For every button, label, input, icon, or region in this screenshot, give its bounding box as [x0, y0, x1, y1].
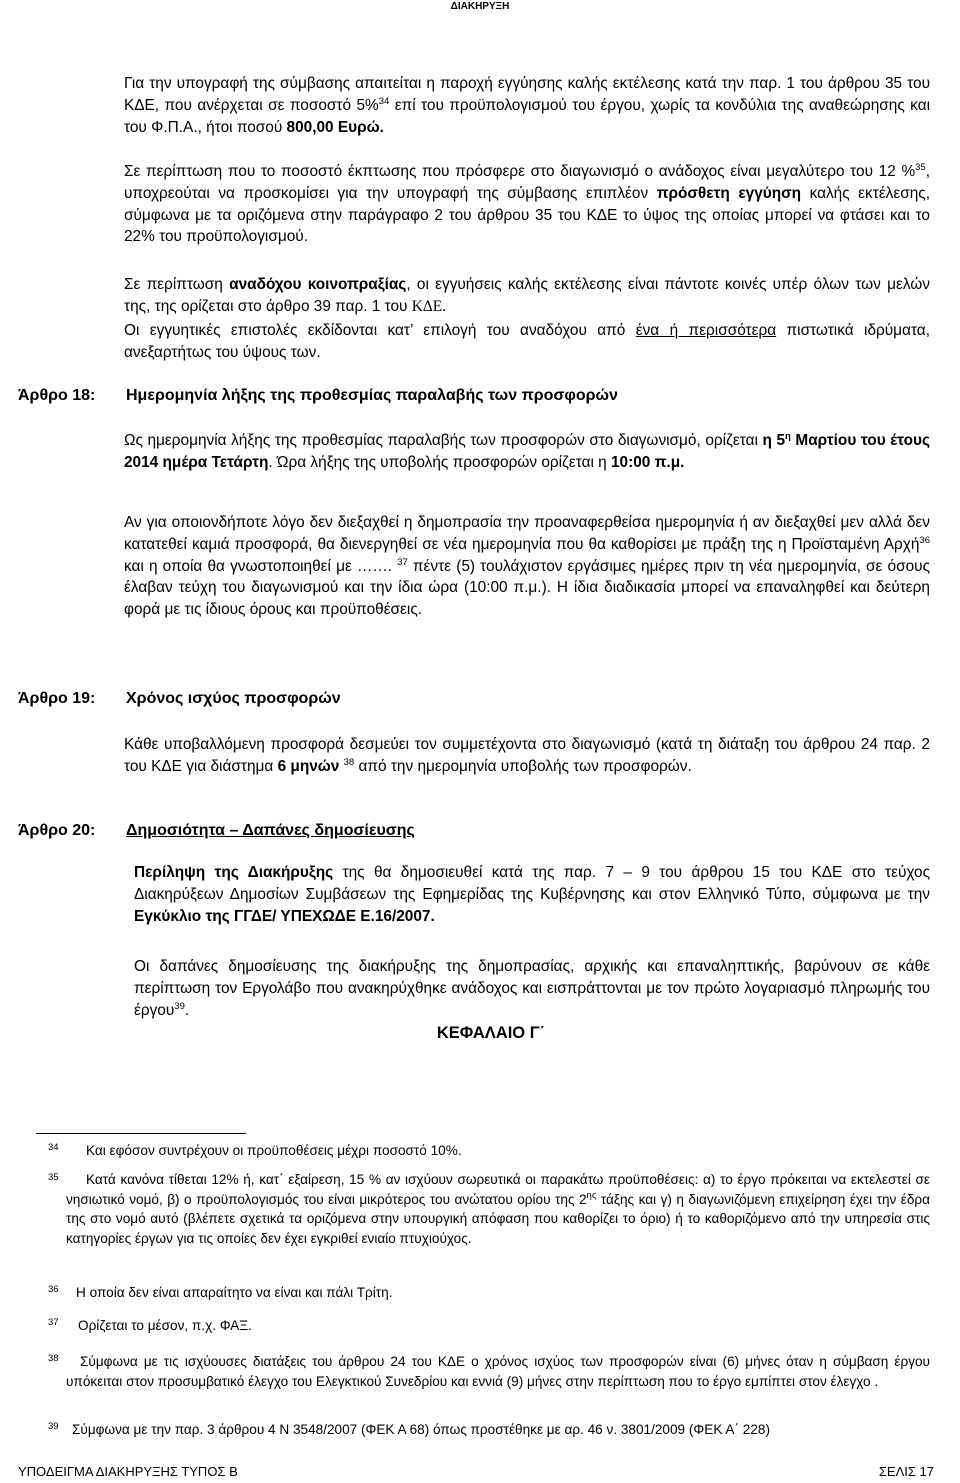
footnote-36: Η οποία δεν είναι απαραίτητο να είναι και πάλι Τρίτη.	[76, 1285, 393, 1300]
footnote-37: Ορίζεται το μέσον, π.χ. ΦΑΞ.	[78, 1318, 252, 1333]
footnote-ref-35[interactable]: 35	[915, 162, 926, 173]
article-18-title: Ημερομηνία λήξης της προθεσμίας παραλαβής των προσφορών	[126, 387, 618, 404]
article-19-label: Άρθρο 19:	[18, 690, 96, 707]
footer-page-number: ΣΕΛΙΣ 17	[878, 1464, 934, 1479]
consortium-paragraph: Σε περίπτωση αναδόχου κοινοπραξίας, οι εγγυήσεις καλής εκτέλεσης είναι πάντοτε κοινές υπέρ όλων των μελών της, της ορίζεται στο άρθρο 39 παρ. 1 του ΚΔΕ.	[124, 276, 931, 315]
footnote-35: Κατά κανόνα τίθεται 12% ή, κατ΄ εξαίρεση, 15 % αν ισχύουν σωρευτικά οι παρακάτω προϋποθέσεις: α) το έργο πρόκειται να εκτελεστεί σε νησιωτικό νομό, β) ο προϋπολογισμός του είναι μικρότερος του ανώτατου ορίου της $2^{\eta\varsigma}$ τάξης και γ) η διαγωνιζόμενη επιχείρηση έχει την έδρα της στο νομό αυτό (βλέπετε σχετικά τα οριζόμενα στην υπουργική απόφαση που καθορίζει το όριο) ή το καθοριζόμενο από την υπηρεσία στις κατηγορίες έργων για τις οποίες δεν έχει εγκριθεί ενιαίο πτυχιούχος.	[66, 1172, 930, 1246]
footnote-ref-39[interactable]: 39	[174, 1000, 185, 1012]
footnote-number: 35	[48, 1172, 59, 1183]
footnote-separator	[36, 1133, 246, 1134]
footnote-number: 37	[48, 1317, 59, 1328]
page-header: ΔΙΑΚΗΡΥΞΗ	[450, 1, 510, 12]
article-20-title: Δημοσιότητα – Δαπάνες δημοσίευσης	[126, 822, 415, 839]
article-20-label: Άρθρο 20:	[18, 822, 96, 839]
footnote-ref-37[interactable]: 37	[397, 556, 408, 568]
footnote-34: Και εφόσον συντρέχουν οι προϋποθέσεις μέχρι ποσοστό 10%.	[86, 1143, 462, 1158]
footnote-ref-34[interactable]: 34	[378, 95, 390, 107]
article-18-label: Άρθρο 18:	[18, 387, 96, 404]
footnote-ref-36[interactable]: 36	[919, 534, 930, 546]
deadline-paragraph: Ως ημερομηνία λήξης της προθεσμίας παραλαβής των προσφορών στο διαγωνισμό, ορίζεται η $5^\eta$ Μαρτίου του έτους 2014 ημέρα Τετάρτη. Ώρα λήξης της υποβολής προσφορών ορίζεται η 10:00 π.μ.	[124, 431, 930, 471]
additional-guarantee-paragraph: Σε περίπτωση που το ποσοστό έκπτωσης που πρόσφερε στο διαγωνισμό ο ανάδοχος είναι μεγαλύτερο του 12 %$^{35}$, υποχρεούται να προσκομίσει για την υπογραφή της σύμβασης επιπλέον πρόσθετη εγγύηση καλής εκτέλεσης, σύμφωνα με τα οριζόμενα στην παράγραφο 2 του άρθρου 35 του ΚΔΕ το ύψος της οποίας μπορεί να φτάσει και το 22% του προϋπολογισμού.	[124, 162, 930, 246]
publication-paragraph: Περίληψη της Διακήρυξης της θα δημοσιευθεί κατά της παρ. 7 – 9 του άρθρου 15 του ΚΔΕ στο τεύχος Διακηρύξεων Δημοσίων Συμβάσεων της Εφημερίδας της Κυβέρνησης και στον Ελληνικό Τύπο, σύμφωνα με την Εγκύκλιο της ΓΓΔΕ/ ΥΠΕΧΩΔΕ Ε.16/2007.	[134, 864, 930, 925]
footnote-number: 34	[48, 1142, 59, 1153]
footnote-39: Σύμφωνα με την παρ. 3 άρθρου 4 Ν 3548/2007 (ΦΕΚ Α 68) όπως προστέθηκε με αρ. 46 ν. 3801/2009 (ΦΕΚ Α΄ 228)	[72, 1422, 770, 1437]
footnote-number: 36	[48, 1284, 59, 1295]
article-19-title: Χρόνος ισχύος προσφορών	[126, 690, 341, 707]
publication-costs-paragraph: Οι δαπάνες δημοσίευσης της διακήρυξης της δημοπρασίας, αρχικής και επαναληπτικής, βαρύνουν σε κάθε περίπτωση τον Εργολάβο που ανακηρύχθηκε ανάδοχος και εισπράττονται με τον πρώτο λογαριασμό πληρωμής του έργου$^{39}$.	[134, 958, 930, 1019]
footnote-number: 39	[48, 1421, 59, 1432]
chapter-heading: ΚΕΦΑΛΑΙΟ Γ΄	[436, 1024, 546, 1042]
footnote-ref-38[interactable]: 38	[343, 756, 355, 768]
footnote-38: Σύμφωνα με τις ισχύουσες διατάξεις του άρθρου 24 του ΚΔΕ ο χρόνος ισχύος των προσφορών είναι (6) μήνες όταν η σύμβαση έργου υπόκειται στον προσυμβατικό έλεγχο του Ελεγκτικού Συνεδρίου και εννιά (9) μήνες στην περίπτωση που το έργο εμπίπτει στον έλεγχο .	[66, 1354, 930, 1389]
guarantee-amount: 800,00 Ευρώ.	[286, 118, 384, 136]
guarantee-paragraph: Για την υπογραφή της σύμβασης απαιτείται η παροχή εγγύησης καλής εκτέλεσης κατά την παρ. 1 του άρθρου 35 του ΚΔΕ, που ανέρχεται σε ποσοστό 5%$^{34}$ επί του προϋπολογισμού του έργου, χωρίς τα κονδύλια της αναθεώρησης και του Φ.Π.Α., ήτοι ποσού 800,00 Ευρώ.	[124, 75, 931, 136]
footnote-number: 38	[48, 1353, 59, 1364]
new-date-paragraph: Αν για οποιονδήποτε λόγο δεν διεξαχθεί η δημοπρασία την προαναφερθείσα ημερομηνία ή αν διεξαχθεί μεν αλλά δεν κατατεθεί καμιά προσφορά, θα διενεργηθεί σε νέα ημερομηνία που θα καθορίσει με πράξη της η Προϊσταμένη Αρχή$^{36}$ και η οποία θα γνωστοποιηθεί με ……. $^{37}$ πέντε (5) τουλάχιστον εργάσιμες ημέρες πριν τη νέα ημερομηνία, σε όσους έλαβαν τεύχη του διαγωνισμού και την ίδια ώρα (10:00 π.μ.). Η ίδια διαδικασία μπορεί να επαναληφθεί και δεύτερη φορά με τις ίδιους όρους και προϋποθέσεις.	[124, 514, 930, 619]
letters-of-guarantee-paragraph: Οι εγγυητικές επιστολές εκδίδονται κατ’ επιλογή του αναδόχου από ένα ή περισσότερα πιστωτικά ιδρύματα, ανεξαρτήτως του ύψους των.	[124, 322, 930, 361]
validity-paragraph: Κάθε υποβαλλόμενη προσφορά δεσμεύει τον συμμετέχοντα στο διαγωνισμό (κατά τη διάταξη του άρθρου 24 παρ. 2 του ΚΔΕ για διάστημα 6 μηνών $^{38}$ από την ημερομηνία υποβολής των προσφορών.	[124, 736, 930, 775]
footer-document-title: ΥΠΟΔΕΙΓΜΑ ΔΙΑΚΗΡΥΞΗΣ ΤΥΠΟΣ Β	[18, 1464, 238, 1479]
